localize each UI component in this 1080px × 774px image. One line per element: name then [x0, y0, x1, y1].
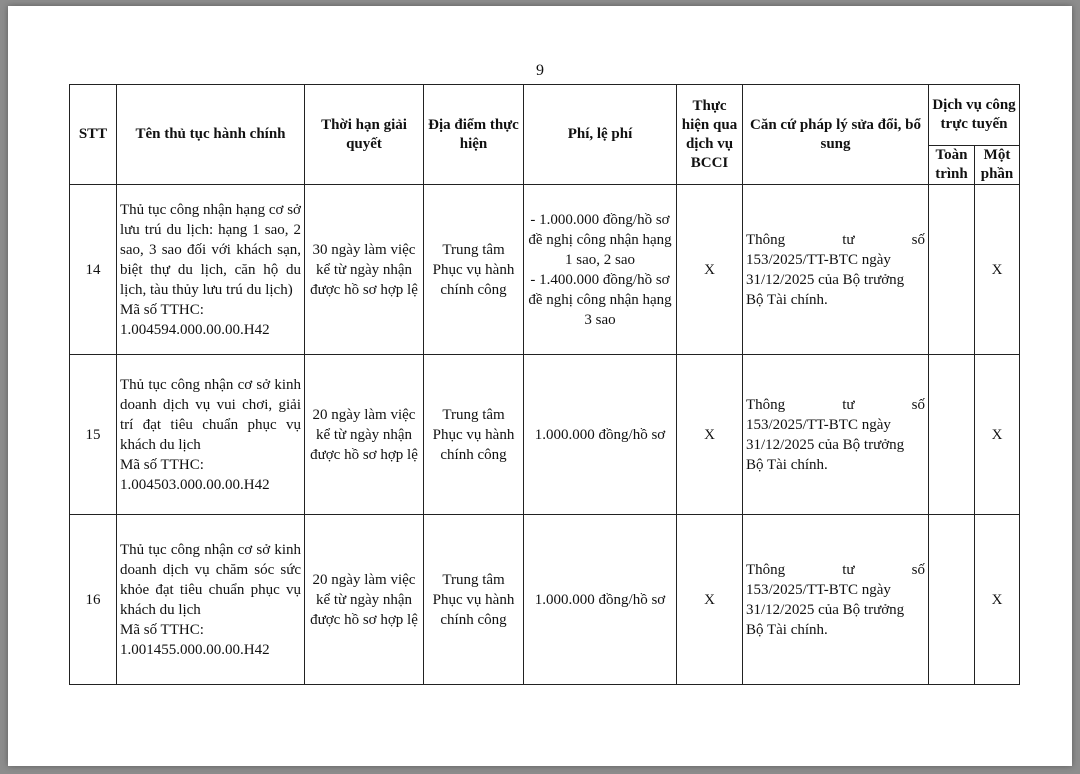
cell-deadline: 20 ngày làm việc kể từ ngày nhận được hồ sơ hợp lệ — [305, 515, 424, 685]
header-online-partial: Một phần — [975, 146, 1020, 185]
header-online: Dịch vụ công trực tuyến — [929, 85, 1020, 146]
cell-fee — [524, 185, 677, 355]
legal-text: 153/2025/TT-BTC ngày 31/12/2025 của Bộ trưởng Bộ Tài chính. — [746, 416, 905, 473]
legal-text: 153/2025/TT-BTC ngày 31/12/2025 của Bộ trưởng Bộ Tài chính. — [746, 581, 905, 638]
legal-word: số — [911, 561, 925, 578]
cell-stt: 14 — [70, 185, 117, 355]
legal-word: tư — [842, 396, 855, 413]
cell-online-full — [929, 355, 975, 515]
cell-procedure-name — [117, 355, 305, 515]
cell-online-full — [929, 185, 975, 355]
legal-word: Thông — [746, 396, 786, 413]
legal-word: Thông — [746, 561, 786, 578]
cell-deadline: 30 ngày làm việc kể từ ngày nhận được hồ sơ hợp lệ — [305, 185, 424, 355]
cell-bcci: X — [677, 515, 743, 685]
cell-stt: 16 — [70, 515, 117, 685]
table-row — [70, 355, 1020, 515]
cell-legal-basis — [743, 185, 929, 355]
fee-line: - 1.400.000 đồng/hồ sơ đề nghị công nhận hạng 3 sao — [528, 271, 672, 328]
procedure-code-label: Mã số TTHC: — [120, 301, 204, 318]
cell-procedure-name — [117, 185, 305, 355]
cell-online-full — [929, 515, 975, 685]
cell-location: Trung tâm Phục vụ hành chính công — [424, 355, 524, 515]
legal-text: 153/2025/TT-BTC ngày 31/12/2025 của Bộ trưởng Bộ Tài chính. — [746, 251, 905, 308]
cell-deadline: 20 ngày làm việc kể từ ngày nhận được hồ sơ hợp lệ — [305, 355, 424, 515]
cell-fee — [524, 515, 677, 685]
cell-online-partial: X — [975, 355, 1020, 515]
cell-fee — [524, 355, 677, 515]
procedure-name: Thủ tục công nhận hạng cơ sở lưu trú du lịch: hạng 1 sao, 2 sao, 3 sao đối với khách sạn, biệt thự du lịch, căn hộ du lịch, tàu thủy lưu trú du lịch) — [120, 201, 301, 298]
cell-location: Trung tâm Phục vụ hành chính công — [424, 515, 524, 685]
document-page — [8, 6, 1072, 766]
cell-online-partial: X — [975, 185, 1020, 355]
legal-word: Thông — [746, 231, 786, 248]
header-location: Địa điểm thực hiện — [424, 85, 524, 185]
fee-line: - 1.000.000 đồng/hồ sơ đề nghị công nhận hạng 1 sao, 2 sao — [528, 211, 672, 268]
cell-procedure-name — [117, 515, 305, 685]
header-online-full: Toàn trình — [929, 146, 975, 185]
header-bcci: Thực hiện qua dịch vụ BCCI — [677, 85, 743, 185]
procedure-code-label: Mã số TTHC: — [120, 621, 204, 638]
legal-word: tư — [842, 561, 855, 578]
cell-legal-basis — [743, 515, 929, 685]
cell-location: Trung tâm Phục vụ hành chính công — [424, 185, 524, 355]
cell-bcci: X — [677, 355, 743, 515]
procedure-code: 1.004594.000.00.00.H42 — [120, 321, 270, 338]
legal-word: tư — [842, 231, 855, 248]
header-name: Tên thủ tục hành chính — [117, 85, 305, 185]
cell-legal-basis — [743, 355, 929, 515]
procedure-name: Thủ tục công nhận cơ sở kinh doanh dịch vụ vui chơi, giải trí đạt tiêu chuẩn phục vụ khách du lịch — [120, 376, 301, 453]
table-row — [70, 515, 1020, 685]
cell-bcci: X — [677, 185, 743, 355]
legal-word: số — [911, 396, 925, 413]
header-deadline: Thời hạn giải quyết — [305, 85, 424, 185]
header-stt: STT — [70, 85, 117, 185]
fee-line: 1.000.000 đồng/hồ sơ — [534, 591, 666, 608]
procedure-code-label: Mã số TTHC: — [120, 456, 204, 473]
header-fee: Phí, lệ phí — [524, 85, 677, 185]
procedure-name: Thủ tục công nhận cơ sở kinh doanh dịch vụ chăm sóc sức khỏe đạt tiêu chuẩn phục vụ khách du lịch — [120, 541, 301, 618]
procedure-code: 1.004503.000.00.00.H42 — [120, 476, 270, 493]
procedures-table — [69, 84, 1020, 685]
cell-online-partial: X — [975, 515, 1020, 685]
fee-line: 1.000.000 đồng/hồ sơ — [534, 426, 666, 443]
cell-stt: 15 — [70, 355, 117, 515]
procedure-code: 1.001455.000.00.00.H42 — [120, 641, 270, 658]
header-legal: Căn cứ pháp lý sửa đổi, bổ sung — [743, 85, 929, 185]
page-number: 9 — [536, 62, 544, 79]
table-row — [70, 185, 1020, 355]
legal-word: số — [911, 231, 925, 248]
